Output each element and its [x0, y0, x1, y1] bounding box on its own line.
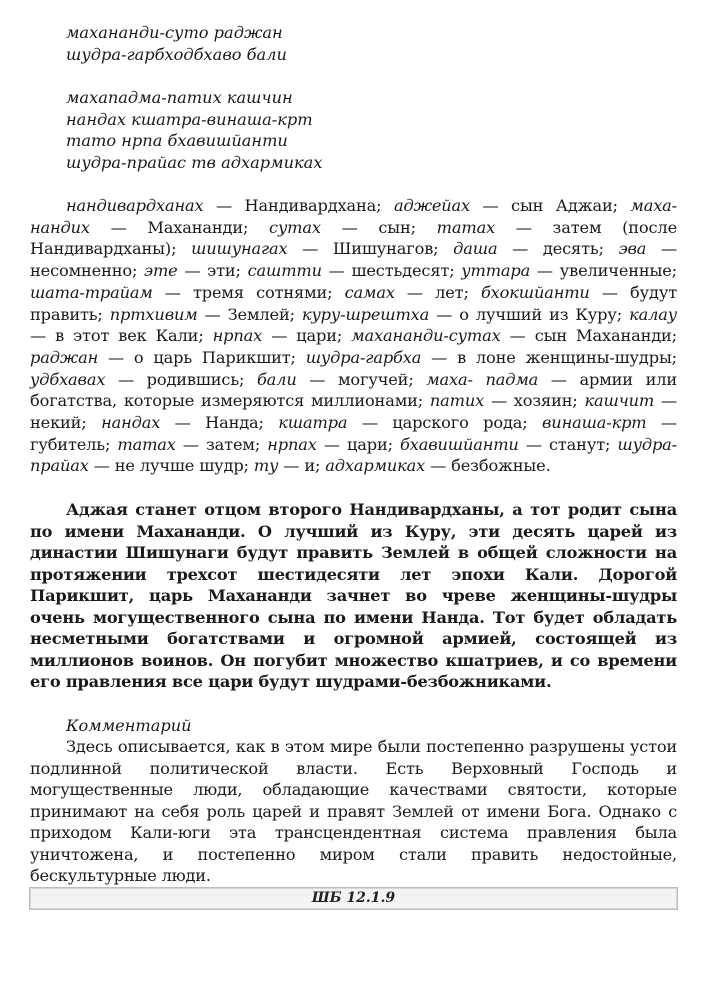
synonym-meaning: — в этот век Кали; [30, 326, 213, 346]
synonym-term: шата-трайам [30, 282, 153, 302]
purport-heading: Комментарий [66, 715, 192, 735]
synonym-term: сутах [269, 217, 321, 237]
synonym-term: махананди-сутах [351, 326, 501, 346]
synonym-meaning: — некий; [30, 391, 677, 433]
synonym-term: ту [253, 456, 279, 476]
verse-group-1 [66, 22, 677, 65]
synonym-meaning: — Шишунагов; [287, 239, 454, 259]
synonym-meaning: — родившись; [105, 369, 257, 389]
synonym-meaning: — армии или богатства, которые измеряются миллионами; [30, 369, 677, 411]
synonym-term: даша [453, 239, 498, 259]
synonym-term: нрпах [267, 434, 317, 454]
verse-line: тато нрпа бхавишйанти [66, 131, 288, 150]
verse-line: шудра-прайас тв адхармиках [66, 152, 323, 172]
synonym-meaning: — станут; [518, 434, 618, 454]
synonym-meaning: — увеличенные; [530, 261, 678, 281]
synonym-meaning: — хозяин; [484, 391, 585, 411]
synonym-term: шудра-гарбха [305, 347, 422, 367]
verse-reference-footer [29, 887, 678, 910]
synonym-meaning: — цари; [262, 326, 352, 346]
purport-text: Здесь описывается, как в этом мире были постепенно разрушены устои подлинной политической власти. Есть Верховный Господь и могущественные люди, обладающие качествами святости, которые принимают на себя роль царей и правят Землей от имени Бога. Однако с приходом Кали-юги эта трансцендентная система правления была уничтожена, и постепенно миром стали править недостойные, бескультурные люди. [30, 737, 677, 886]
synonym-meaning: — десять; [497, 239, 619, 259]
verse-reference-label: ШБ 12.1.9 [311, 890, 396, 906]
synonym-meaning: — царского рода; [347, 413, 543, 433]
synonym-term: саштти [247, 261, 322, 281]
synonym-meaning: — затем (после Нандивардханы); [30, 217, 677, 259]
synonym-term: пртхивим [109, 304, 198, 324]
synonym-meaning: — могучей; [296, 369, 427, 389]
verse-line: махананди-суто раджан [66, 23, 283, 42]
word-for-word-synonyms [30, 195, 677, 477]
synonym-meaning: — несомненно; [30, 239, 678, 281]
verse-line: нандах кшатра-винаша-крт [66, 109, 313, 129]
synonym-term: шудра-прайах [30, 434, 677, 476]
synonym-term: самах [344, 282, 395, 302]
synonym-term: патих [429, 391, 485, 411]
synonym-meaning: — лет; [394, 282, 481, 302]
synonym-meaning: — не лучше шудр; [88, 456, 254, 476]
synonym-term: кшатра [278, 413, 348, 433]
synonym-meaning: — в лоне женщины-шудры; [421, 347, 677, 367]
synonym-term: винаша-крт [542, 413, 647, 433]
synonym-meaning: — сын Аджаи; [470, 196, 631, 215]
synonym-term: калау [629, 304, 677, 324]
synonym-term: маха- падма [426, 369, 539, 389]
synonym-meaning: — тремя сотнями; [152, 282, 345, 302]
synonym-meaning: — и; [278, 456, 326, 476]
synonym-meaning: — Махананди; [89, 217, 270, 237]
synonym-term: татах [436, 217, 496, 237]
synonym-term: удбхавах [30, 369, 106, 389]
synonym-term: нрпах [212, 326, 263, 346]
synonym-meaning: — шестьдесят; [321, 261, 462, 281]
verse-line: махападма-патих кашчин [66, 88, 293, 107]
synonym-term: татах [117, 434, 176, 454]
verse-group-2 [66, 87, 677, 173]
synonym-meaning: — цари; [316, 434, 400, 454]
synonym-term: нандах [101, 413, 161, 433]
synonym-term: бали [256, 369, 297, 389]
synonym-meaning: — будут править; [30, 282, 678, 324]
synonym-meaning: — Землей; [197, 304, 302, 324]
synonym-term: бхокшйанти [480, 282, 590, 302]
synonym-term: раджан [30, 347, 99, 367]
verse-transliteration [66, 22, 677, 173]
synonym-term: бхавишйанти [400, 434, 519, 454]
synonym-meaning: — Нанда; [160, 413, 279, 433]
synonym-meaning: — сын Махананди; [500, 326, 677, 346]
synonym-meaning: — губитель; [30, 413, 677, 454]
document-page [30, 22, 677, 887]
synonym-term: уттара [461, 261, 531, 281]
synonym-term: эва [618, 239, 647, 259]
synonym-meaning: — Нандивардхана; [203, 196, 394, 215]
synonym-meaning: — эти; [177, 261, 248, 281]
synonym-meaning: — о лучший из Куру; [429, 304, 630, 324]
synonym-meaning: — о царь Парикшит; [98, 347, 306, 367]
synonym-meaning: — сын; [320, 217, 437, 237]
synonym-term: адхармиках [325, 456, 426, 476]
synonym-meaning: — безбожные. [425, 456, 551, 476]
verse-line: шудра-гарбходбхаво бали [66, 44, 287, 64]
synonym-meaning: — затем; [175, 434, 268, 454]
synonym-term: куру-шрештха [301, 304, 430, 324]
synonym-term: кашчит [584, 391, 655, 411]
synonym-term: эте [144, 261, 178, 281]
verse-translation: Аджая станет отцом второго Нандивардханы, а тот родит сына по имени Махананди. О лучший из Куру, эти десять царей из династии Шишунаги будут править Землей в общей сложности на протяжении трехсот шестидесяти лет эпохи Кали. Дорогой Парикшит, царь Махананди зачнет во чреве женщины-шудры очень могущественного сына по имени Нанда. Тот будет обладать несметными богатствами и огромной армией, состоящей из миллионов воинов. Он погубит множество кшатриев, и со времени его правления все цари будут шудрами-безбожниками. [30, 500, 677, 692]
synonym-term: шишунагах [191, 239, 288, 259]
synonym-term: аджейах [393, 196, 471, 215]
synonym-term: нандивардханах [66, 196, 204, 215]
synonym-term: маха- нандих [30, 196, 677, 237]
